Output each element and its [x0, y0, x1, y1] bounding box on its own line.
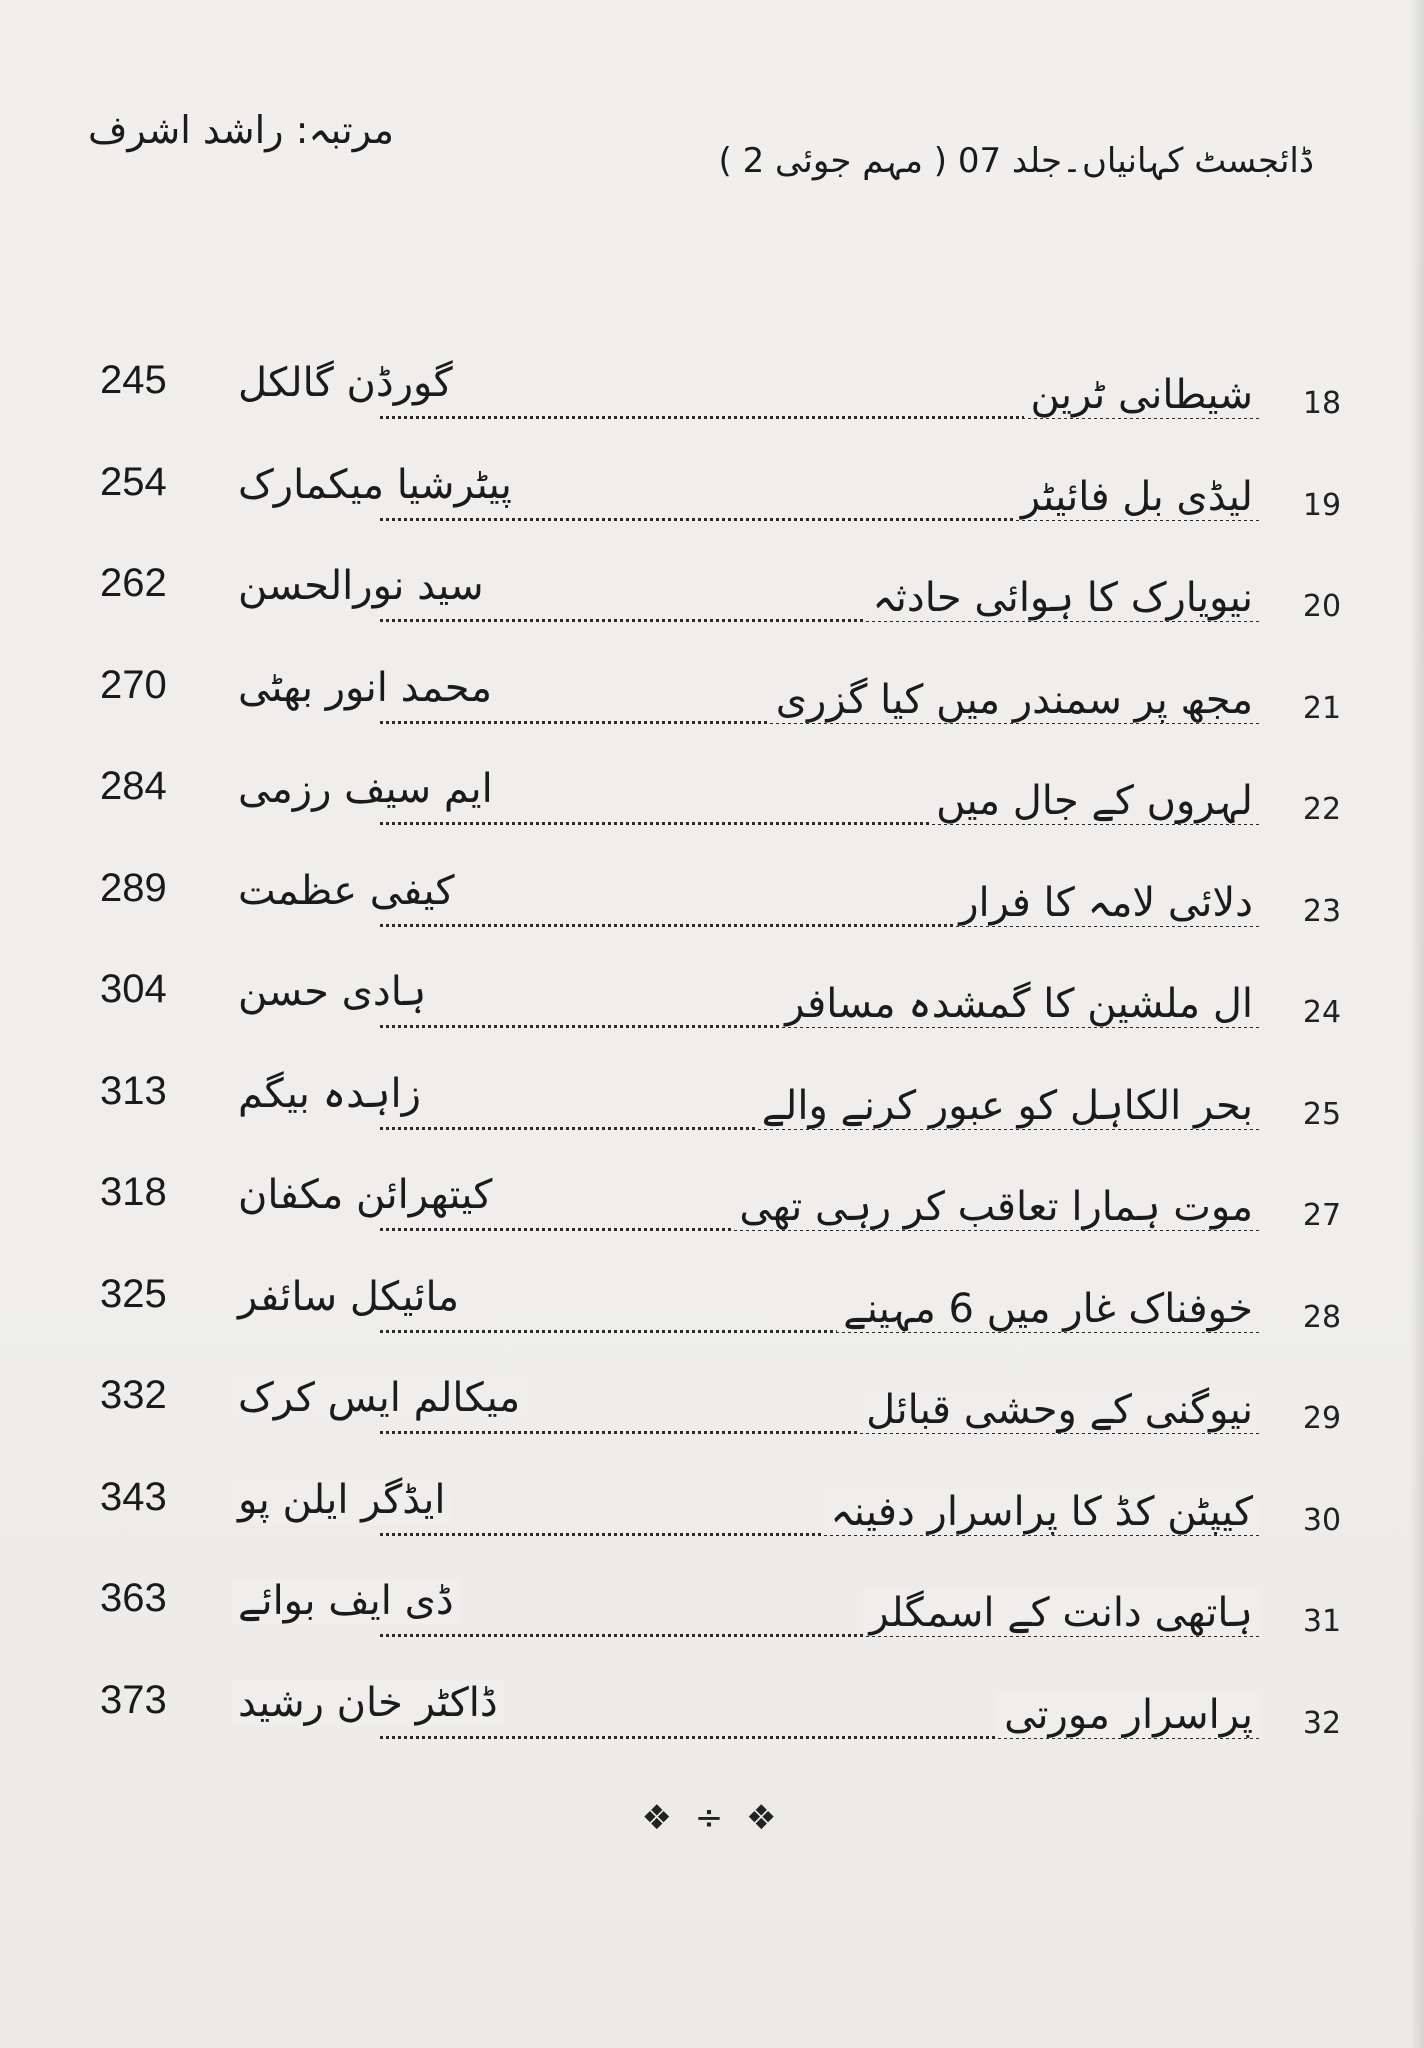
toc-entry-title — [860, 1387, 1259, 1433]
toc-entry-page: 373 — [100, 1677, 167, 1722]
toc-row — [0, 1373, 1424, 1453]
toc-entry-number: 20 — [1302, 589, 1342, 624]
running-header-title: ڈائجسٹ کہانیاں۔جلد 07 ( مہم جوئی 2 ) — [718, 141, 1314, 181]
toc-entry-author — [232, 1274, 465, 1320]
toc-row — [0, 1170, 1424, 1250]
toc-entry-page: 289 — [100, 865, 167, 910]
toc-entry-title — [930, 778, 1259, 824]
toc-entry-title-text: پراسرار مورتی — [998, 1692, 1259, 1738]
toc-entry-author-text: کیفی عظمت — [232, 868, 460, 914]
toc-entry-author — [232, 360, 459, 406]
toc-entry-title-text: ال ملشین کا گمشدہ مسافر — [779, 981, 1259, 1027]
toc-row — [0, 967, 1424, 1047]
toc-entry-title — [866, 575, 1259, 621]
toc-row — [0, 764, 1424, 844]
toc-entry-title-text: کیپٹن کڈ کا پراسرار دفینہ — [824, 1489, 1259, 1535]
toc-row — [0, 663, 1424, 743]
toc-entry-title — [953, 880, 1259, 926]
toc-row — [0, 460, 1424, 540]
toc-row — [0, 1272, 1424, 1352]
toc-entry-page: 332 — [100, 1373, 167, 1417]
toc-entry-author — [232, 766, 499, 812]
toc-entry-author-text: پیٹرشیا میکمارک — [232, 462, 518, 508]
toc-entry-title — [1024, 372, 1259, 418]
end-ornament: ❖ ÷ ❖ — [641, 1798, 783, 1838]
toc-entry-author-text: ایم سیف رزمی — [232, 766, 499, 812]
toc-entry-author — [232, 868, 460, 914]
toc-entry-author — [232, 1578, 460, 1624]
toc-entry-author-text: محمد انور بھٹی — [232, 665, 498, 711]
toc-entry-title-text: بحر الکاہل کو عبور کرنے والے — [756, 1083, 1259, 1129]
toc-entry-author — [232, 969, 432, 1015]
toc-entry-page: 254 — [100, 459, 167, 504]
toc-entry-author-text: میکالم ایس کرک — [232, 1375, 526, 1421]
toc-entry-number: 18 — [1302, 386, 1342, 421]
toc-entry-page: 343 — [100, 1474, 167, 1519]
toc-entry-title-text: دلائی لامہ کا فرار — [953, 880, 1259, 926]
toc-entry-title — [733, 1184, 1259, 1230]
toc-row — [0, 1069, 1424, 1149]
toc-entry-author-text: مائیکل سائفر — [232, 1274, 465, 1320]
toc-entry-number: 19 — [1302, 487, 1342, 523]
toc-entry-author-text: ہادی حسن — [232, 969, 432, 1015]
toc-entry-page: 363 — [100, 1576, 167, 1620]
toc-entry-number: 21 — [1302, 690, 1342, 726]
toc-entry-number: 28 — [1302, 1299, 1342, 1335]
toc-entry-author-text: ڈی ایف بوائے — [232, 1578, 460, 1624]
toc-entry-author-text: گورڈن گالکل — [232, 360, 459, 406]
toc-entry-page: 245 — [100, 358, 167, 402]
toc-row — [0, 1475, 1424, 1555]
toc-entry-number: 23 — [1302, 893, 1342, 929]
toc-entry-title — [863, 1590, 1259, 1636]
toc-entry-page: 262 — [100, 561, 167, 605]
toc-row — [0, 358, 1424, 438]
toc-entry-number: 31 — [1302, 1604, 1342, 1639]
toc-entry-title-text: نیوگنی کے وحشی قبائل — [860, 1387, 1259, 1433]
toc-entry-page: 270 — [100, 662, 167, 707]
toc-entry-title-text: نیویارک کا ہوائی حادثہ — [866, 575, 1259, 621]
toc-entry-number: 30 — [1302, 1502, 1342, 1538]
toc-row — [0, 1678, 1424, 1758]
toc-entry-author-text: زاہدہ بیگم — [232, 1071, 427, 1117]
toc-entry-title — [824, 1489, 1259, 1535]
toc-row — [0, 1576, 1424, 1656]
toc-entry-title-text: موت ہمارا تعاقب کر رہی تھی — [733, 1184, 1259, 1230]
toc-entry-title — [1015, 474, 1259, 520]
toc-entry-author — [232, 563, 490, 609]
toc-entry-author — [232, 1477, 452, 1523]
toc-entry-title-text: مجھ پر سمندر میں کیا گزری — [770, 677, 1259, 723]
toc-entry-number: 27 — [1302, 1198, 1342, 1233]
toc-entry-author-text: ایڈگر ایلن پو — [232, 1477, 452, 1523]
toc-entry-title-text: شیطانی ٹرین — [1024, 372, 1259, 418]
toc-entry-title-text: ہاتھی دانت کے اسمگلر — [863, 1590, 1259, 1636]
toc-entry-author — [232, 665, 498, 711]
toc-entry-author — [232, 462, 518, 508]
toc-entry-number: 25 — [1302, 1096, 1342, 1132]
toc-entry-number: 32 — [1302, 1705, 1342, 1741]
toc-entry-title — [770, 677, 1259, 723]
toc-entry-title — [779, 981, 1259, 1027]
toc-entry-author-text: سید نورالحسن — [232, 563, 490, 609]
toc-entry-page: 318 — [100, 1170, 167, 1214]
toc-entry-page: 284 — [100, 764, 167, 808]
toc-entry-page: 304 — [100, 967, 167, 1011]
toc-entry-author — [232, 1071, 427, 1117]
toc-entry-author-text: کیتھرائن مکفان — [232, 1172, 498, 1218]
toc-entry-author-text: ڈاکٹر خان رشید — [232, 1680, 504, 1726]
running-header-compiler: مرتبہ: راشد اشرف — [88, 108, 395, 152]
toc-entry-title-text: لیڈی بل فائیٹر — [1015, 474, 1259, 520]
toc-entry-author — [232, 1680, 504, 1726]
toc-entry-title-text: لہروں کے جال میں — [930, 778, 1259, 824]
toc-row — [0, 866, 1424, 946]
toc-entry-page: 325 — [100, 1271, 167, 1316]
toc-entry-title — [837, 1286, 1259, 1332]
toc-row — [0, 561, 1424, 641]
toc-entry-title — [998, 1692, 1259, 1738]
toc-entry-page: 313 — [100, 1068, 167, 1113]
toc-entry-title — [756, 1083, 1259, 1129]
toc-entry-number: 24 — [1302, 995, 1342, 1030]
toc-entry-author — [232, 1375, 526, 1421]
toc-entry-number: 22 — [1302, 792, 1342, 827]
toc-entry-number: 29 — [1302, 1401, 1342, 1436]
toc-entry-author — [232, 1172, 498, 1218]
toc-entry-title-text: خوفناک غار میں 6 مہینے — [837, 1286, 1259, 1332]
